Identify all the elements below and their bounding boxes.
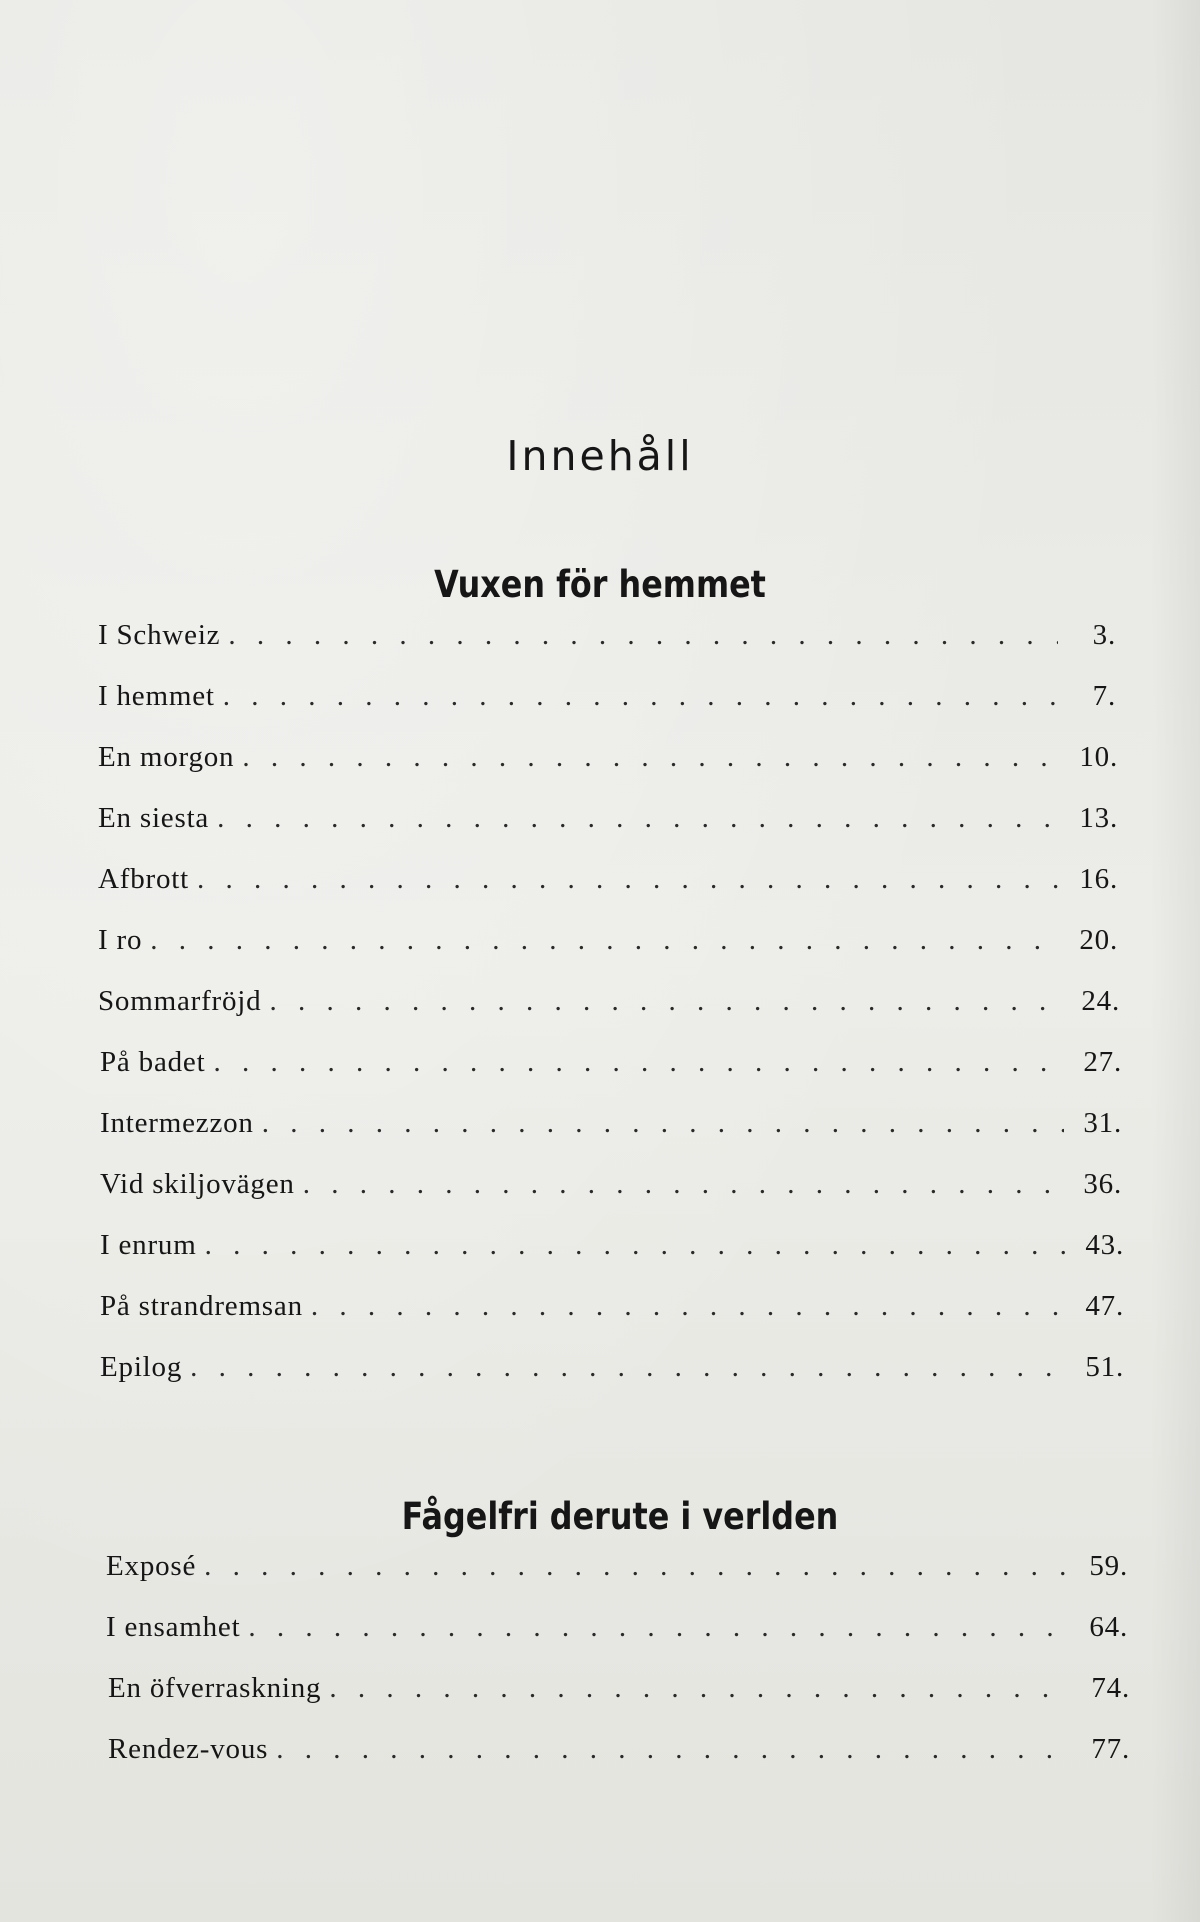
toc-entry-page: 3.	[1092, 619, 1116, 651]
toc-entry-page: 64.	[1089, 1611, 1128, 1643]
toc-entry	[98, 802, 1118, 852]
toc-entry	[100, 1168, 1122, 1218]
toc-entry-title: På strandremsan	[100, 1290, 303, 1322]
toc-entry-page: 36.	[1083, 1168, 1122, 1200]
dot-leader	[228, 619, 1058, 652]
toc-entry-page: 51.	[1085, 1351, 1124, 1383]
toc-entry	[106, 1550, 1128, 1600]
dot-leader	[269, 985, 1062, 1018]
toc-entry-title: I Schweiz	[98, 619, 221, 651]
toc-entry-title: I hemmet	[98, 680, 215, 712]
toc-entry	[100, 1107, 1122, 1157]
toc-entry-page: 20.	[1079, 924, 1118, 956]
dot-leader	[276, 1733, 1072, 1766]
toc-entry	[108, 1672, 1130, 1722]
toc-entry-title: Sommarfröjd	[98, 985, 262, 1017]
toc-entry-title: Epilog	[100, 1351, 183, 1383]
toc-entry-title: Afbrott	[98, 863, 189, 895]
dot-leader	[242, 741, 1060, 774]
toc-entry-page: 43.	[1085, 1229, 1124, 1261]
dot-leader	[205, 1229, 1066, 1262]
toc-entry	[98, 680, 1116, 730]
toc-entry-page: 47.	[1085, 1290, 1124, 1322]
toc-entry	[98, 863, 1118, 913]
toc-entry	[106, 1611, 1128, 1661]
toc-entry	[100, 1351, 1124, 1401]
dot-leader	[311, 1290, 1066, 1323]
dot-leader	[204, 1550, 1070, 1583]
dot-leader	[329, 1672, 1072, 1705]
toc-entry	[100, 1046, 1122, 1096]
toc-entry-page: 27.	[1083, 1046, 1122, 1078]
toc-entry-title: En morgon	[98, 741, 235, 773]
toc-entry-title: Rendez-vous	[108, 1733, 269, 1765]
toc-entry-page: 31.	[1083, 1107, 1122, 1139]
toc-entry-page: 13.	[1079, 802, 1118, 834]
toc-entry-title: I enrum	[100, 1229, 197, 1261]
dot-leader	[303, 1168, 1064, 1201]
toc-entry-page: 74.	[1091, 1672, 1130, 1704]
toc-entry-title: I ro	[98, 924, 143, 956]
toc-entry	[100, 1290, 1124, 1340]
toc-entry-page: 16.	[1079, 863, 1118, 895]
page-edge-shadow	[1150, 0, 1200, 1922]
toc-entry	[98, 741, 1118, 791]
dot-leader	[190, 1351, 1066, 1384]
toc-entry	[98, 924, 1118, 974]
section-title-fagelfri: Fågelfri derute i verlden	[401, 1494, 839, 1538]
toc-entry-page: 59.	[1089, 1550, 1128, 1582]
toc-entry	[98, 985, 1120, 1035]
toc-entry-title: Exposé	[106, 1550, 197, 1582]
dot-leader	[223, 680, 1058, 713]
dot-leader	[217, 802, 1060, 835]
toc-entry-page: 7.	[1092, 680, 1116, 712]
dot-leader	[262, 1107, 1064, 1140]
toc-entry-title: En öfverraskning	[108, 1672, 322, 1704]
section-title-vuxen: Vuxen för hemmet	[434, 562, 766, 606]
toc-entry-title: På badet	[100, 1046, 206, 1078]
dot-leader	[213, 1046, 1064, 1079]
toc-entry-page: 77.	[1091, 1733, 1130, 1765]
toc-entry-title: En siesta	[98, 802, 210, 834]
toc-entry-title: Intermezzon	[100, 1107, 254, 1139]
toc-entry-title: I ensamhet	[106, 1611, 241, 1643]
toc-entry	[108, 1733, 1130, 1783]
toc-entry-title: Vid skiljovägen	[100, 1168, 295, 1200]
toc-entry-page: 24.	[1081, 985, 1120, 1017]
toc-entry	[100, 1229, 1124, 1279]
dot-leader	[150, 924, 1060, 957]
dot-leader	[248, 1611, 1070, 1644]
toc-entry	[98, 619, 1116, 669]
dot-leader	[197, 863, 1060, 896]
toc-entry-page: 10.	[1079, 741, 1118, 773]
contents-heading: Innehåll	[506, 432, 694, 481]
